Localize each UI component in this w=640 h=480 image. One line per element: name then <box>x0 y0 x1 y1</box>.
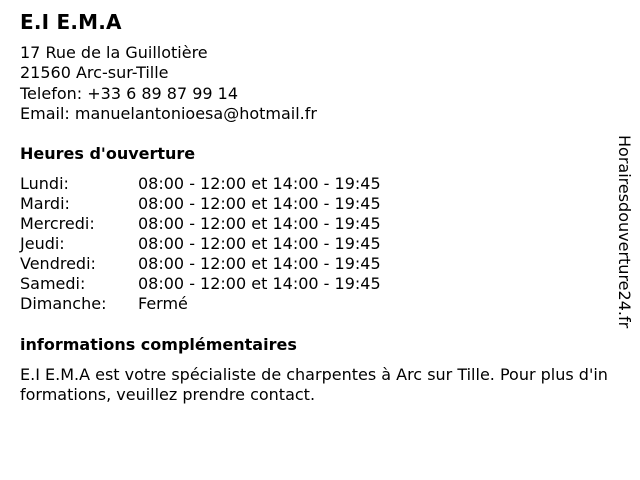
info-heading: informations complémentaires <box>20 335 297 355</box>
hours-time: 08:00 - 12:00 et 14:00 - 19:45 <box>138 234 381 254</box>
hours-day: Mercredi: <box>20 214 95 234</box>
site-watermark: Horairesdouverture24.fr <box>615 135 634 329</box>
city-address: 21560 Arc-sur-Tille <box>20 63 169 83</box>
business-card <box>20 10 610 405</box>
hours-row-tuesday <box>20 194 610 214</box>
hours-day: Vendredi: <box>20 254 96 274</box>
hours-row-sunday <box>20 294 610 314</box>
hours-time: Fermé <box>138 294 188 314</box>
hours-day: Jeudi: <box>20 234 65 254</box>
hours-row-saturday <box>20 274 610 294</box>
hours-day: Mardi: <box>20 194 70 214</box>
hours-row-friday <box>20 254 610 274</box>
info-text: E.I E.M.A est votre spécialiste de charpentes à Arc sur Tille. Pour plus d'informations, veuillez prendre contact. <box>20 365 608 405</box>
phone-number: Telefon: +33 6 89 87 99 14 <box>20 83 239 103</box>
hours-time: 08:00 - 12:00 et 14:00 - 19:45 <box>138 174 381 194</box>
hours-table <box>20 174 610 314</box>
hours-time: 08:00 - 12:00 et 14:00 - 19:45 <box>138 214 381 234</box>
address-block <box>20 43 610 124</box>
email-address: Email: manuelantonioesa@hotmail.fr <box>20 103 317 123</box>
hours-time: 08:00 - 12:00 et 14:00 - 19:45 <box>138 254 381 274</box>
hours-day: Dimanche: <box>20 294 107 314</box>
hours-time: 08:00 - 12:00 et 14:00 - 19:45 <box>138 194 381 214</box>
hours-row-monday <box>20 174 610 194</box>
business-name: E.I E.M.A <box>20 10 122 34</box>
hours-time: 08:00 - 12:00 et 14:00 - 19:45 <box>138 274 381 294</box>
hours-row-thursday <box>20 234 610 254</box>
hours-heading: Heures d'ouverture <box>20 144 196 164</box>
hours-day: Lundi: <box>20 174 69 194</box>
hours-row-wednesday <box>20 214 610 234</box>
hours-day: Samedi: <box>20 274 86 294</box>
street-address: 17 Rue de la Guillotière <box>20 43 208 62</box>
